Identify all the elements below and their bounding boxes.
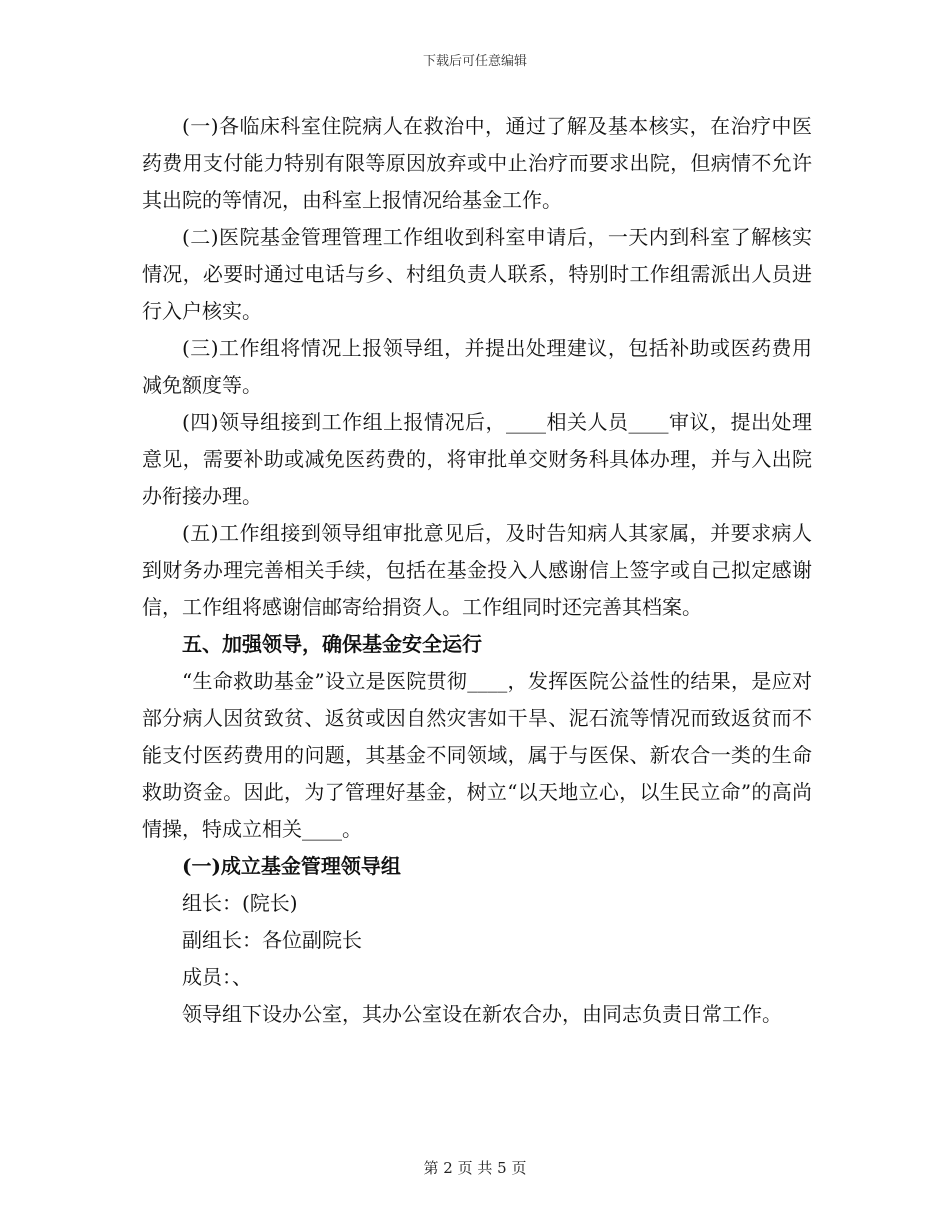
document-body [142, 108, 812, 1033]
paragraph-procedure-4: (四)领导组接到工作组上报情况后，____相关人员____审议，提出处理意见，需要补助或减免医药费的，将审批单交财务科具体办理，并与入出院办衔接办理。 [142, 410, 812, 508]
section-heading-5: 五、加强领导，确保基金安全运行 [182, 632, 482, 656]
paragraph-procedure-5: (五)工作组接到领导组审批意见后，及时告知病人其家属，并要求病人到财务办理完善相关手续，包括在基金投入人感谢信上签字或自己拟定感谢信，工作组将感谢信邮寄给捐资人。工作组同时还完善其档案。 [142, 521, 812, 619]
page-footer: 第 2 页 共 5 页 [423, 1159, 527, 1177]
members-line: 成员：、 [182, 965, 252, 989]
office-line: 领导组下设办公室，其办公室设在新农合办，由同志负责日常工作。 [182, 1002, 782, 1026]
group-leader-line: 组长：(院长) [182, 891, 298, 915]
deputy-leader-line: 副组长：各位副院长 [182, 928, 362, 952]
paragraph-fund-purpose: “生命救助基金”设立是医院贯彻____，发挥医院公益性的结果，是应对部分病人因贫致贫、返贫或因自然灾害如干旱、泥石流等情况而致返贫而不能支付医药费用的问题，其基金不同领域，属于与医保、新农合一类的生命救助资金。因此，为了管理好基金，树立“以天地立心，以生民立命”的高尚情操，特成立相关____。 [142, 669, 812, 841]
paragraph-procedure-3: (三)工作组将情况上报领导组，并提出处理建议，包括补助或医药费用减免额度等。 [142, 336, 812, 397]
paragraph-procedure-1: (一)各临床科室住院病人在救治中，通过了解及基本核实，在治疗中医药费用支付能力特别有限等原因放弃或中止治疗而要求出院，但病情不允许其出院的等情况，由科室上报情况给基金工作。 [142, 114, 812, 212]
page-header: 下载后可任意编辑 [422, 54, 527, 69]
paragraph-procedure-2: (二)医院基金管理管理工作组收到科室申请后，一天内到科室了解核实情况，必要时通过电话与乡、村组负责人联系，特别时工作组需派出人员进行入户核实。 [142, 225, 812, 323]
subsection-heading-1: (一)成立基金管理领导组 [182, 854, 401, 878]
